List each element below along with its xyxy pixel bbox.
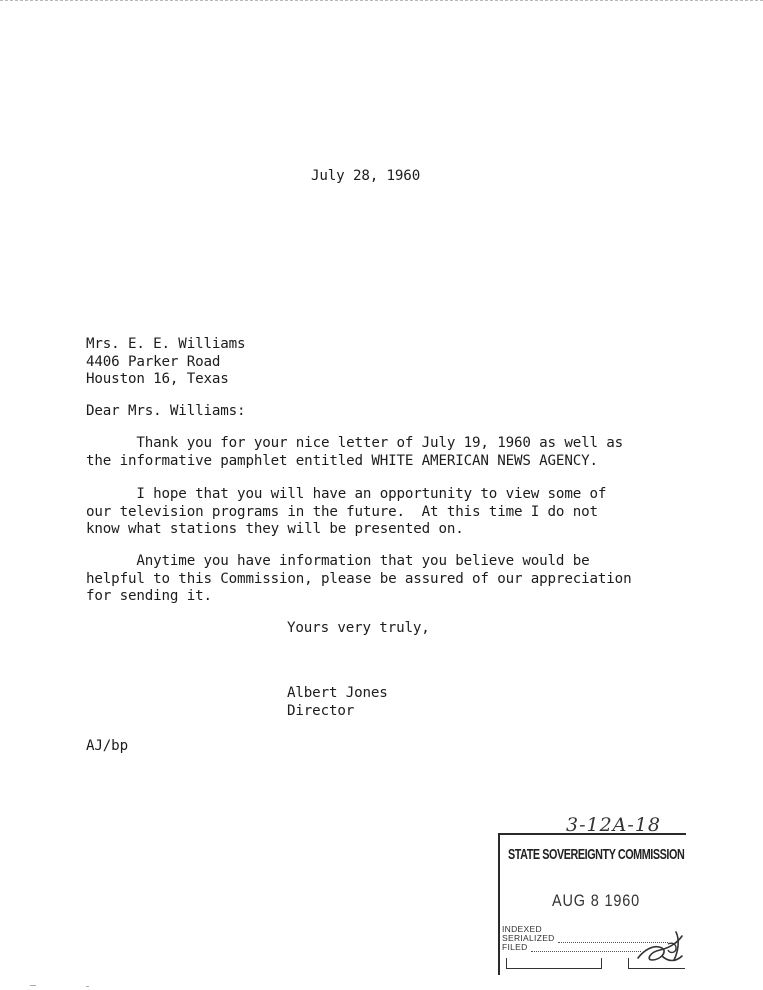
stamp-filed-label: FILED	[502, 942, 528, 952]
paper-speck	[86, 986, 89, 987]
paragraph-line: I hope that you will have an opportunity to view some of	[86, 486, 607, 502]
paragraph-line: Anytime you have information that you believe would be	[86, 553, 590, 569]
paragraph-line: know what stations they will be presented on.	[86, 521, 464, 537]
stamp-date: AUG 8 1960	[552, 891, 641, 910]
recipient-city: Houston 16, Texas	[86, 371, 229, 387]
stamp-serialized-label: SERIALIZED	[502, 933, 555, 943]
stamp-filed-line	[502, 943, 641, 952]
page-top-edge	[0, 0, 763, 1]
paragraph-line: our television programs in the future. At this time I do not	[86, 503, 598, 520]
paragraph-line: helpful to this Commission, please be assured of our appreciation	[86, 570, 632, 587]
paragraph-programs	[86, 486, 606, 539]
handwritten-initials-scribble	[632, 926, 688, 970]
stamp-title: STATE SOVEREIGNTY COMMISSION	[508, 846, 685, 863]
handwritten-file-number: 3-12A-18	[566, 814, 662, 836]
stamp-bottom-rule-left	[506, 958, 602, 969]
signer-name: Albert Jones	[287, 685, 388, 701]
recipient-address	[86, 336, 245, 389]
paragraph-thanks	[86, 435, 623, 470]
salutation: Dear Mrs. Williams:	[86, 403, 246, 419]
signer-title: Director	[287, 702, 355, 719]
recipient-street: 4406 Parker Road	[86, 353, 221, 370]
letter-date: July 28, 1960	[311, 168, 421, 184]
typist-initials: AJ/bp	[86, 738, 128, 754]
recipient-name: Mrs. E. E. Williams	[86, 336, 246, 352]
paragraph-line: Thank you for your nice letter of July 19, 1960 as well as	[86, 435, 624, 451]
paragraph-line: for sending it.	[86, 588, 212, 604]
dotted-rule	[531, 945, 641, 952]
closing: Yours very truly,	[287, 620, 430, 636]
signature-block	[287, 685, 388, 720]
paragraph-line: the informative pamphlet entitled WHITE AMERICAN NEWS AGENCY.	[86, 452, 598, 469]
paragraph-information	[86, 553, 631, 606]
paper-speck	[30, 985, 36, 986]
stamp-indexed-label: INDEXED	[502, 924, 542, 934]
